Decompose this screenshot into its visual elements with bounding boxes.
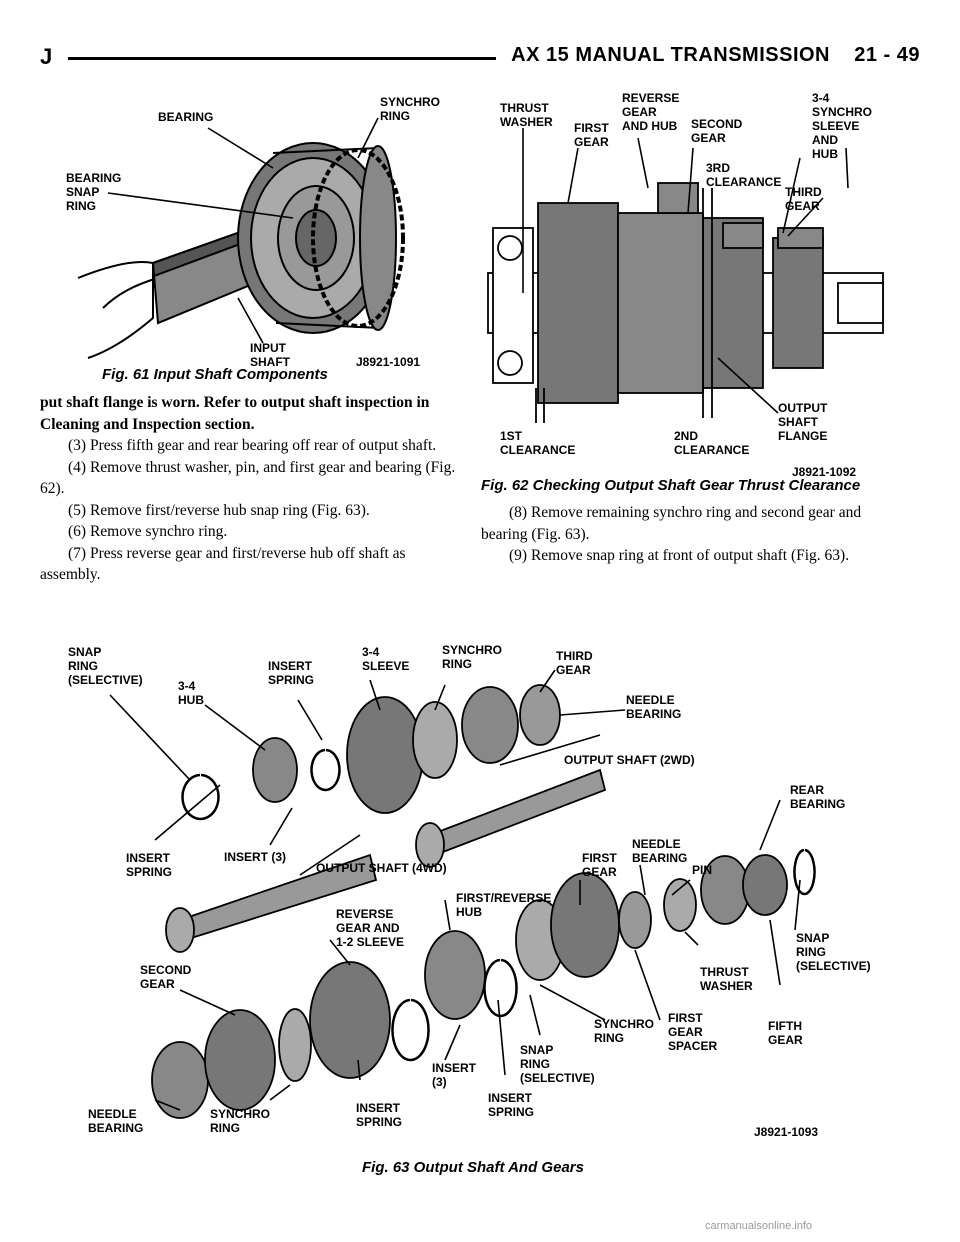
fig63-label-insert-spring-lower: INSERT <box>126 851 171 865</box>
fig62-code: J8921-1092 <box>792 465 857 479</box>
left-paragraph-1: put shaft flange is worn. Refer to output shaft inspection in Cleaning and Inspection section. <box>40 394 430 433</box>
left-paragraph-2: (3) Press fifth gear and rear bearing off rear of output shaft. <box>68 437 437 454</box>
fig63-label-snap-ring-mid: SNAP <box>520 1043 554 1057</box>
fig63-label-needle-bearing-rear: NEEDLE <box>632 837 681 851</box>
fig62-label-second-gear: GEAR <box>691 131 726 145</box>
right-paragraph-1: (8) Remove remaining synchro ring and second gear and bearing (Fig. 63). <box>481 504 862 543</box>
fig62-label-3-4-synchro: SLEEVE <box>812 119 860 133</box>
right-text-column <box>481 502 901 567</box>
fig63-label-third-gear: GEAR <box>556 663 591 677</box>
fig63-label-insert-3-lower: INSERT <box>432 1061 477 1075</box>
fig63-label-snap-ring-rear: RING <box>796 945 826 959</box>
fig63-label-needle-bearing-front: NEEDLE <box>88 1107 137 1121</box>
fig62-label-thrust-washer: WASHER <box>500 115 553 129</box>
fig63-label-reverse-gear-sleeve: REVERSE <box>336 907 394 921</box>
fig63-label-needle-bearing: BEARING <box>626 707 682 721</box>
fig63-label-first-gear: GEAR <box>582 865 617 879</box>
fig63-label-output-shaft-2wd: OUTPUT SHAFT (2WD) <box>564 753 695 767</box>
fig62-label-third-gear: THIRD <box>785 185 822 199</box>
fig62-illustration <box>478 88 898 480</box>
fig63-label-needle-bearing-front: BEARING <box>88 1121 144 1135</box>
fig63-label-first-gear-spacer: SPACER <box>668 1039 718 1053</box>
fig62-label-output-shaft-flange: FLANGE <box>778 429 828 443</box>
fig63-label-insert-spring-mid: SPRING <box>488 1105 535 1119</box>
fig62-label-3-4-synchro: HUB <box>812 147 838 161</box>
fig61-label-bearing-snap-ring: RING <box>66 199 96 213</box>
fig61-label-synchro-ring: SYNCHRO <box>380 95 441 109</box>
fig62-label-3-4-synchro: 3-4 <box>812 91 830 105</box>
fig63-label-synchro-ring: RING <box>442 657 472 671</box>
fig63-label-snap-ring-mid: (SELECTIVE) <box>520 1071 595 1085</box>
fig63-label-reverse-gear-sleeve: GEAR AND <box>336 921 400 935</box>
fig62-label-3-4-synchro: AND <box>812 133 838 147</box>
fig63-label-insert-spring: SPRING <box>268 673 315 687</box>
header-rule <box>68 57 496 60</box>
fig63-label-fifth-gear: GEAR <box>768 1033 803 1047</box>
fig63-label-first-reverse-hub: FIRST/REVERSE <box>456 891 552 905</box>
fig63-label-first-gear: FIRST <box>582 851 617 865</box>
fig63-label-snap-ring-mid: RING <box>520 1057 550 1071</box>
fig63-code: J8921-1093 <box>754 1125 819 1139</box>
fig62-caption: Fig. 62 Checking Output Shaft Gear Thrust Clearance <box>481 477 861 494</box>
fig63-label-3-4-hub: 3-4 <box>178 679 196 693</box>
fig63-label-first-gear-spacer: GEAR <box>668 1025 703 1039</box>
watermark: carmanualsonline.info <box>705 1220 813 1232</box>
fig63-label-pin: PIN <box>692 863 713 877</box>
fig62-label-2nd-clearance: CLEARANCE <box>674 443 750 457</box>
left-paragraph-3: (4) Remove thrust washer, pin, and first gear and bearing (Fig. 62). <box>40 458 456 497</box>
fig63-label-second-gear: SECOND <box>140 963 192 977</box>
fig63-label-rear-bearing: REAR <box>790 783 825 797</box>
fig61-label-bearing-snap-ring: SNAP <box>66 185 100 199</box>
fig63-label-first-reverse-hub: HUB <box>456 905 482 919</box>
fig62-label-reverse-gear-hub: AND HUB <box>622 119 678 133</box>
fig63-label-snap-ring-rear: SNAP <box>796 931 830 945</box>
fig62-label-reverse-gear-hub: REVERSE <box>622 91 680 105</box>
fig63-label-second-gear: GEAR <box>140 977 175 991</box>
fig63-label-first-gear-spacer: FIRST <box>668 1011 703 1025</box>
fig63-label-3-4-sleeve: SLEEVE <box>362 659 410 673</box>
fig63-label-insert-spring-lower: SPRING <box>126 865 173 879</box>
fig63-label-synchro-ring-mid: RING <box>594 1031 624 1045</box>
header-page-number: 21 - 49 <box>854 44 920 66</box>
fig63-label-insert-spring-mid: INSERT <box>488 1091 533 1105</box>
fig62-label-first-gear: FIRST <box>574 121 609 135</box>
fig62-label-reverse-gear-hub: GEAR <box>622 105 657 119</box>
fig63-label-thrust-washer: WASHER <box>700 979 753 993</box>
right-paragraph-2: (9) Remove snap ring at front of output shaft (Fig. 63). <box>509 547 850 564</box>
fig61-code: J8921-1091 <box>356 355 421 368</box>
left-paragraph-4: (5) Remove first/reverse hub snap ring (Fig. 63). <box>68 501 370 519</box>
fig62-label-first-gear: GEAR <box>574 135 609 149</box>
fig63-label-insert-spring: INSERT <box>268 659 313 673</box>
fig62-label-1st-clearance: CLEARANCE <box>500 443 576 457</box>
fig61-label-bearing: BEARING <box>158 110 214 124</box>
fig61-label-synchro-ring: RING <box>380 109 410 123</box>
fig63-label-3-4-hub: HUB <box>178 693 204 707</box>
fig63-label-snap-ring-rear: (SELECTIVE) <box>796 959 871 973</box>
header-title <box>511 44 920 67</box>
fig63-label-rear-bearing: BEARING <box>790 797 846 811</box>
fig63-caption: Fig. 63 Output Shaft And Gears <box>362 1159 584 1176</box>
fig63-label-reverse-gear-sleeve: 1-2 SLEEVE <box>336 935 405 949</box>
header-section-title: AX 15 MANUAL TRANSMISSION <box>511 44 830 66</box>
header-letter: J <box>40 44 53 69</box>
left-paragraph-5: (6) Remove synchro ring. <box>68 523 228 540</box>
fig63-label-output-shaft-4wd: OUTPUT SHAFT (4WD) <box>316 861 447 875</box>
fig63-label-insert-3: INSERT (3) <box>224 850 287 864</box>
fig62-label-thrust-washer: THRUST <box>500 101 549 115</box>
fig61-illustration <box>58 88 458 368</box>
left-text-column <box>40 392 460 586</box>
fig61-label-input-shaft: INPUT <box>250 341 286 355</box>
fig62-label-3-4-synchro: SYNCHRO <box>812 105 873 119</box>
fig62-label-second-gear: SECOND <box>691 117 743 131</box>
fig63-label-insert-spring-front: SPRING <box>356 1115 403 1129</box>
fig63-label-third-gear: THIRD <box>556 649 593 663</box>
fig63-label-synchro-ring-front: SYNCHRO <box>210 1107 271 1121</box>
fig62-label-2nd-clearance: 2ND <box>674 429 699 443</box>
fig61-caption: Fig. 61 Input Shaft Components <box>102 366 328 383</box>
fig62-label-output-shaft-flange: SHAFT <box>778 415 818 429</box>
fig63-label-synchro-ring-front: RING <box>210 1121 240 1135</box>
fig63-label-insert-spring-front: INSERT <box>356 1101 401 1115</box>
fig62-label-3rd-clearance: CLEARANCE <box>706 175 782 189</box>
page-header <box>40 44 920 70</box>
fig63-label-thrust-washer: THRUST <box>700 965 749 979</box>
fig63-label-synchro-ring-mid: SYNCHRO <box>594 1017 655 1031</box>
fig63-label-synchro-ring: SYNCHRO <box>442 643 503 657</box>
fig63-label-3-4-sleeve: 3-4 <box>362 645 380 659</box>
fig63-illustration <box>60 640 880 1146</box>
fig61-label-input-shaft: SHAFT <box>250 355 290 368</box>
left-paragraph-6: (7) Press reverse gear and first/reverse hub off shaft as assembly. <box>40 544 406 583</box>
fig63-label-insert-3-lower: (3) <box>432 1075 447 1089</box>
fig62-label-3rd-clearance: 3RD <box>706 161 731 175</box>
fig63-label-needle-bearing-rear: BEARING <box>632 851 688 865</box>
fig61-label-bearing-snap-ring: BEARING <box>66 171 122 185</box>
fig62-label-1st-clearance: 1ST <box>500 429 523 443</box>
fig63-label-snap-ring: (SELECTIVE) <box>68 673 143 687</box>
fig63-label-snap-ring: SNAP <box>68 645 102 659</box>
fig63-label-needle-bearing: NEEDLE <box>626 693 675 707</box>
fig63-label-fifth-gear: FIFTH <box>768 1019 802 1033</box>
fig62-label-third-gear: GEAR <box>785 199 820 213</box>
fig63-label-snap-ring: RING <box>68 659 98 673</box>
fig62-label-output-shaft-flange: OUTPUT <box>778 401 828 415</box>
